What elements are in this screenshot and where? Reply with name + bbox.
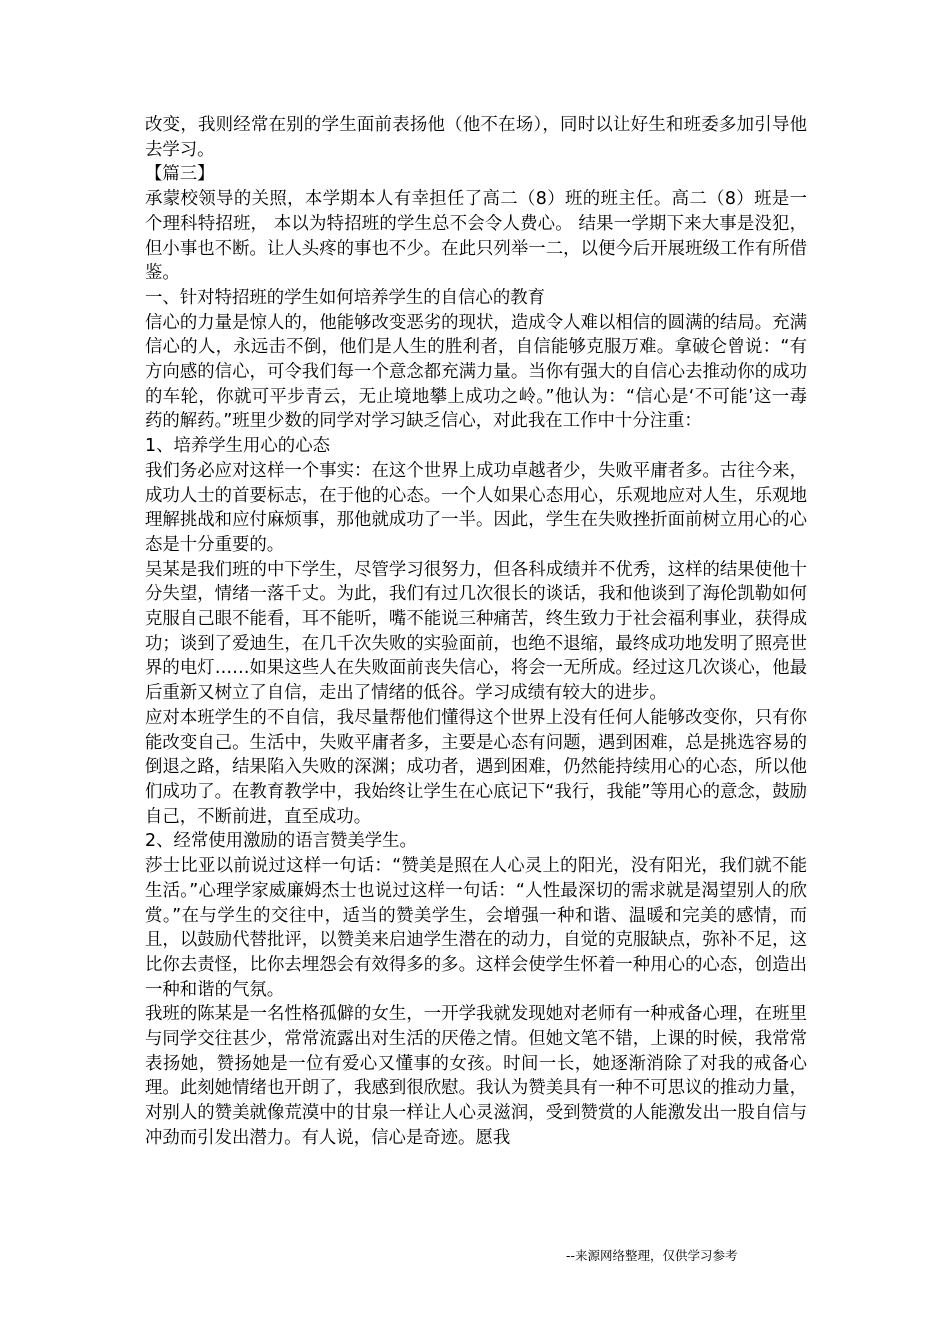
section-heading-confidence: 一、针对特招班的学生如何培养学生的自信心的教育 — [145, 287, 545, 308]
paragraph-self-change: 应对本班学生的不自信，我尽量帮他们懂得这个世界上没有任何人能够改变你，只有你能改变自己。生活中，失败平庸者多，主要是心态有问题，遇到困难，总是挑选容易的倒退之路，结果陷入失败的深渊；成功者，遇到困难，仍然能持续用心的心态，所以他们成功了。在教育教学中，我始终让学生在心底记下“我行，我能”等用心的意念，鼓励自己，不断前进，直至成功。 — [145, 707, 807, 827]
subheading-praise: 2、经常使用激励的语言赞美学生。 — [145, 831, 417, 852]
paragraph-continuation: 改变，我则经常在别的学生面前表扬他（他不在场），同时以让好生和班委多加引导他去学习。 — [145, 115, 807, 160]
section-heading-part-three: 【篇三】 — [145, 164, 215, 185]
paragraph-praise: 莎士比亚以前说过这样一句话：“赞美是照在人心灵上的阳光，没有阳光，我们就不能生活。”心理学家威廉姆杰士也说过这样一句话：“人性最深切的需求就是渴望别人的欣赏。”在与学生的交往中，适当的赞美学生，会增强一种和谐、温暖和完美的感情，而且，以鼓励代替批评，以赞美来启迪学生潜在的动力，自觉的克服缺点，弥补不足，这比你去责怪，比你去埋怨会有效得多的多。这样会使学生怀着一种用心的心态，创造出一种和谐的气氛。 — [145, 856, 807, 1000]
paragraph-mindset: 我们务必应对这样一个事实：在这个世界上成功卓越者少，失败平庸者多。古往今来，成功人士的首要标志，在于他的心态。一个人如果心态用心，乐观地应对人生，乐观地理解挑战和应付麻烦事，那他就成功了一半。因此，学生在失败挫折面前树立用心的心态是十分重要的。 — [145, 460, 807, 555]
paragraph-intro: 承蒙校领导的关照，本学期本人有幸担任了高二（8）班的班主任。高二（8）班是一个理科特招班， 本以为特招班的学生总不会令人费心。 结果一学期下来大事是没犯，但小事也不断。让人头疼的事也不少。在此只列举一二，以便今后开展班级工作有所借鉴。 — [145, 189, 807, 284]
footer-note: --来源网络整理，仅供学习参考 — [566, 1248, 738, 1263]
paragraph-case-wu: 吴某是我们班的中下学生，尽管学习很努力，但各科成绩并不优秀，这样的结果使他十分失望，情绪一落千丈。为此，我们有过几次很长的谈话，我和他谈到了海伦凯勒如何克服自己眼不能看，耳不能听，嘴不能说三种痛苦，终生致力于社会福利事业，获得成功；谈到了爱迪生，在几千次失败的实验面前，也绝不退缩，最终成功地发明了照亮世界的电灯……如果这些人在失败面前丧失信心，将会一无所成。经过这几次谈心，他最后重新又树立了自信，走出了情绪的低谷。学习成绩有较大的进步。 — [145, 559, 807, 704]
subheading-positive-mindset: 1、培养学生用心的心态 — [145, 436, 330, 457]
paragraph-case-chen: 我班的陈某是一名性格孤僻的女生，一开学我就发现她对老师有一种戒备心理，在班里与同学交往甚少，常常流露出对生活的厌倦之情。但她文笔不错，上课的时候，我常常表扬她，赞扬她是一位有爱心又懂事的女孩。时间一长，她逐渐消除了对我的戒备心理。此刻她情绪也开朗了，我感到很欣慰。我认为赞美具有一种不可思议的推动力量，对别人的赞美就像荒漠中的甘泉一样让人心灵滋润，受到赞赏的人能激发出一股自信与冲劲而引发出潜力。有人说，信心是奇迹。愿我 — [145, 1004, 807, 1148]
paragraph-confidence: 信心的力量是惊人的，他能够改变恶劣的现状，造成令人难以相信的圆满的结局。充满信心的人，永远击不倒，他们是人生的胜利者，自信能够克服万难。拿破仑曾说：“有方向感的信心，可令我们每一个意念都充满力量。当你有强大的自信心去推动你的成功的车轮，你就可平步青云，无止境地攀上成功之岭。”他认为：“信心是‘不可能’这一毒药的解药。”班里少数的同学对学习缺乏信心，对此我在工作中十分注重： — [145, 312, 807, 432]
document-body — [145, 113, 807, 1151]
